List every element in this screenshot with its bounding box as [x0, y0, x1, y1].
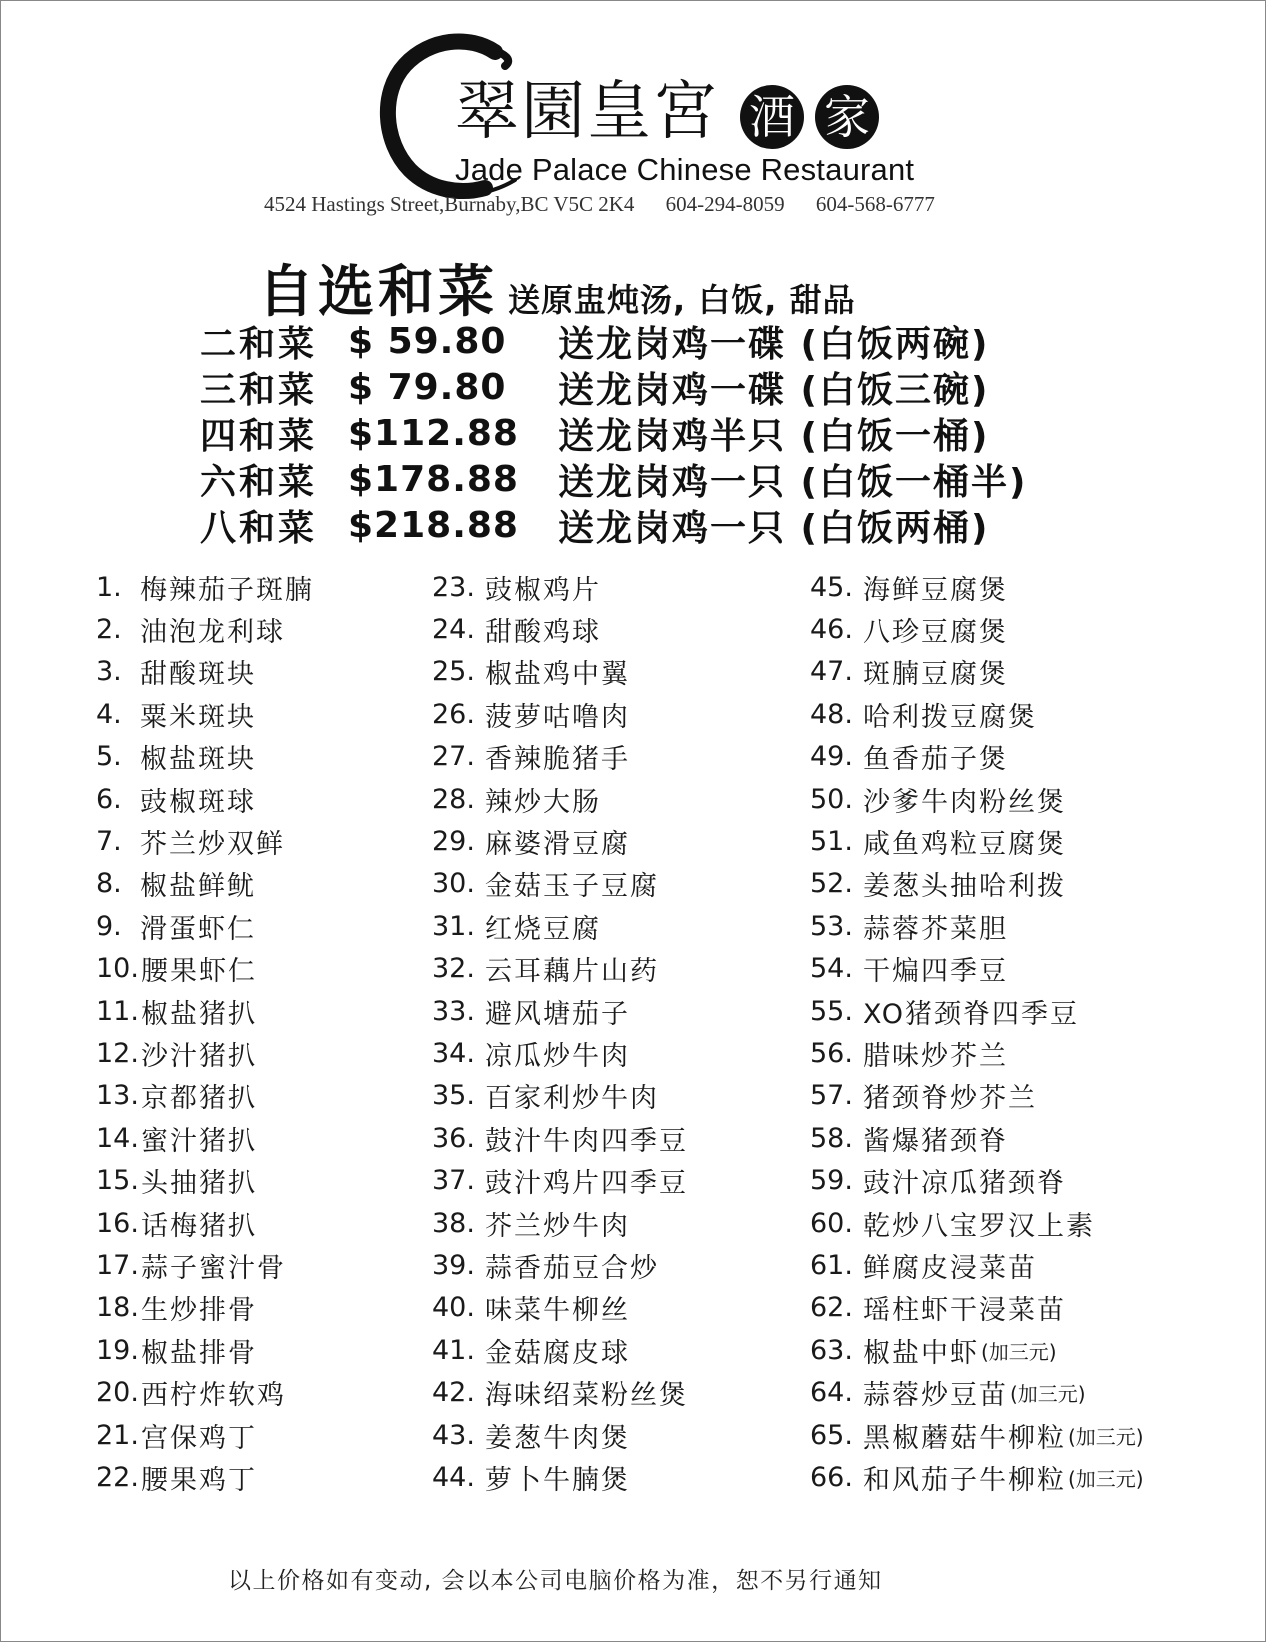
menu-item — [432, 1202, 688, 1244]
menu-item — [432, 651, 688, 693]
menu-item — [432, 1075, 688, 1117]
menu-item — [96, 1032, 314, 1074]
combo-name: 四和菜 — [200, 415, 318, 457]
menu-item-dish: 哈利拨豆腐煲 — [862, 701, 1037, 733]
menu-item-number: 35. — [432, 1080, 475, 1112]
menu-item-number: 16. — [96, 1207, 139, 1239]
menu-item — [96, 1159, 314, 1201]
menu-item-number: 29. — [432, 826, 475, 858]
menu-item-number: 10. — [96, 953, 139, 985]
menu-item-dish: 椒盐鲜鱿 — [140, 871, 256, 903]
menu-item-dish: 麻婆滑豆腐 — [484, 829, 630, 861]
menu-item — [96, 905, 314, 947]
menu-item-dish: 蒜蓉芥菜胆 — [862, 913, 1008, 945]
menu-item — [96, 1329, 314, 1371]
menu-item-dish: XO猪颈脊四季豆 — [862, 998, 1079, 1030]
menu-item-surcharge: (加三元) — [980, 1339, 1057, 1364]
menu-item — [810, 905, 1144, 947]
menu-item — [432, 1159, 688, 1201]
menu-item-dish: 蜜汁猪扒 — [140, 1125, 257, 1157]
menu-item-dish: 干煸四季豆 — [862, 956, 1008, 988]
menu-item-number: 64. — [810, 1377, 853, 1409]
menu-item-number: 31. — [432, 910, 475, 942]
menu-item-number: 13. — [96, 1080, 139, 1112]
restaurant-english-name: Jade Palace Chinese Restaurant — [455, 152, 915, 187]
menu-item-number: 2. — [96, 614, 122, 646]
menu-item-dish: 豉汁凉瓜猪颈脊 — [862, 1168, 1066, 1200]
combo-title: 自选和菜 — [258, 260, 498, 325]
menu-item — [96, 820, 314, 862]
menu-item-dish: 椒盐鸡中翼 — [484, 659, 630, 691]
menu-item — [810, 1329, 1144, 1371]
menu-item-dish: 蒜蓉炒豆苗 — [862, 1380, 1008, 1412]
combo-name: 二和菜 — [200, 323, 318, 365]
menu-item — [96, 863, 314, 905]
menu-item-number: 36. — [432, 1122, 475, 1154]
menu-item-number: 17. — [96, 1249, 139, 1281]
menu-item-number: 53. — [810, 910, 853, 942]
menu-item-number: 54. — [810, 953, 853, 985]
combo-price: $ 79.80 — [348, 366, 507, 408]
menu-item-number: 38. — [432, 1207, 475, 1239]
menu-column-1 — [96, 566, 314, 1499]
menu-item-number: 25. — [432, 656, 475, 688]
menu-item-number: 6. — [96, 783, 122, 815]
menu-item-dish: 百家利炒牛肉 — [484, 1083, 659, 1115]
menu-item-number: 40. — [432, 1292, 475, 1324]
menu-item-dish: 油泡龙利球 — [140, 617, 285, 649]
menu-item-number: 5. — [96, 741, 122, 773]
menu-item-number: 26. — [432, 698, 475, 730]
menu-item — [96, 948, 314, 990]
menu-item — [810, 778, 1144, 820]
menu-item-number: 55. — [810, 995, 853, 1027]
menu-item-number: 34. — [432, 1037, 475, 1069]
menu-item-number: 50. — [810, 783, 853, 815]
menu-item-number: 18. — [96, 1292, 139, 1324]
menu-item — [96, 990, 314, 1032]
menu-item — [432, 1032, 688, 1074]
menu-item-dish: 凉瓜炒牛肉 — [484, 1040, 630, 1072]
combo-gift: 送龙岗鸡一只 (白饭一桶半) — [558, 461, 1028, 503]
address: 4524 Hastings Street,Burnaby,BC V5C 2K4 — [264, 192, 635, 216]
menu-item-dish: 云耳藕片山药 — [484, 956, 659, 988]
menu-item-dish: 鼓汁牛肉四季豆 — [484, 1125, 688, 1157]
menu-item-dish: 粟米斑块 — [140, 701, 256, 733]
menu-item — [810, 693, 1144, 735]
restaurant-chinese-name: 翠園皇宮 — [455, 75, 719, 149]
menu-item-dish: 椒盐中虾 — [862, 1337, 979, 1369]
menu-item — [810, 1456, 1144, 1498]
menu-item-dish: 酱爆猪颈脊 — [862, 1125, 1008, 1157]
menu-item-number: 11. — [96, 995, 139, 1027]
combo-price-list — [200, 318, 1027, 548]
menu-item-dish: 姜葱头抽哈利拨 — [862, 871, 1066, 903]
combo-price: $112.88 — [348, 412, 519, 454]
menu-item-dish: 滑蛋虾仁 — [140, 913, 256, 945]
combo-subtitle: 送原盅炖汤, 白饭, 甜品 — [508, 281, 856, 319]
combo-row — [200, 410, 1027, 456]
menu-item-dish: 菠萝咕噜肉 — [484, 701, 630, 733]
menu-item-dish: 黑椒蘑菇牛柳粒 — [862, 1422, 1066, 1454]
menu-item-dish: 甜酸鸡球 — [484, 617, 601, 649]
menu-item — [96, 608, 314, 650]
menu-item-number: 8. — [96, 868, 122, 900]
menu-item — [810, 1159, 1144, 1201]
menu-item-dish: 猪颈脊炒芥兰 — [862, 1083, 1037, 1115]
menu-item-surcharge: (加三元) — [1009, 1382, 1086, 1407]
menu-item-dish: 西柠炸软鸡 — [140, 1380, 286, 1412]
restaurant-logo — [375, 30, 915, 200]
menu-item — [432, 566, 688, 608]
menu-item — [432, 778, 688, 820]
menu-item-dish: 豉椒鸡片 — [484, 574, 601, 606]
combo-price: $ 59.80 — [348, 320, 507, 362]
menu-item-dish: 鲜腐皮浸菜苗 — [862, 1252, 1037, 1284]
menu-item-dish: 豉汁鸡片四季豆 — [484, 1168, 688, 1200]
menu-item-dish: 鱼香茄子煲 — [862, 744, 1008, 776]
menu-item-dish: 腊味炒芥兰 — [862, 1040, 1008, 1072]
menu-item-number: 4. — [96, 698, 122, 730]
menu-item-number: 56. — [810, 1037, 853, 1069]
menu-item — [432, 736, 688, 778]
menu-item — [96, 1456, 314, 1498]
menu-item — [810, 1075, 1144, 1117]
menu-item — [96, 1244, 314, 1286]
menu-item-dish: 萝卜牛腩煲 — [484, 1464, 630, 1496]
menu-item-dish: 腰果鸡丁 — [140, 1464, 257, 1496]
menu-item-number: 57. — [810, 1080, 853, 1112]
menu-column-2 — [432, 566, 688, 1499]
menu-item — [432, 905, 688, 947]
menu-item-dish: 乾炒八宝罗汉上素 — [862, 1210, 1095, 1242]
menu-item — [810, 736, 1144, 778]
menu-item-number: 44. — [432, 1461, 475, 1493]
menu-item — [810, 651, 1144, 693]
menu-item — [810, 566, 1144, 608]
menu-item-dish: 海味绍菜粉丝煲 — [484, 1380, 688, 1412]
address-line — [264, 192, 1024, 217]
menu-item-dish: 沙汁猪扒 — [140, 1040, 257, 1072]
menu-item — [432, 693, 688, 735]
menu-item — [810, 820, 1144, 862]
combo-gift: 送龙岗鸡一只 (白饭两桶) — [558, 507, 990, 549]
combo-gift: 送龙岗鸡一碟 (白饭两碗) — [558, 323, 990, 365]
combo-name: 三和菜 — [200, 369, 318, 411]
menu-item-dish: 腰果虾仁 — [140, 956, 257, 988]
menu-item — [810, 990, 1144, 1032]
menu-item — [96, 693, 314, 735]
combo-row — [200, 318, 1027, 364]
combo-row — [200, 456, 1027, 502]
menu-item — [96, 736, 314, 778]
menu-item-dish: 头抽猪扒 — [140, 1168, 257, 1200]
circle-char-jiu: 酒 — [740, 85, 804, 149]
footer-note: 以上价格如有变动, 会以本公司电脑价格为准，恕不另行通知 — [228, 1568, 883, 1594]
menu-item-number: 60. — [810, 1207, 853, 1239]
menu-item — [96, 778, 314, 820]
menu-item-number: 33. — [432, 995, 475, 1027]
menu-item — [432, 1456, 688, 1498]
menu-item — [96, 1414, 314, 1456]
menu-item-number: 43. — [432, 1419, 475, 1451]
menu-item — [810, 1414, 1144, 1456]
menu-item-number: 9. — [96, 910, 122, 942]
menu-item — [96, 1075, 314, 1117]
menu-item-dish: 椒盐排骨 — [140, 1337, 257, 1369]
menu-item — [432, 1371, 688, 1413]
menu-item-dish: 芥兰炒双鲜 — [140, 829, 285, 861]
menu-item-dish: 梅辣茄子斑腩 — [140, 574, 314, 606]
menu-item-number: 66. — [810, 1461, 853, 1493]
menu-item-number: 42. — [432, 1377, 475, 1409]
menu-item-dish: 芥兰炒牛肉 — [484, 1210, 630, 1242]
menu-item-number: 19. — [96, 1334, 139, 1366]
menu-item-dish: 甜酸斑块 — [140, 659, 256, 691]
menu-item-number: 32. — [432, 953, 475, 985]
combo-gift: 送龙岗鸡一碟 (白饭三碗) — [558, 369, 990, 411]
menu-item-number: 61. — [810, 1249, 853, 1281]
menu-item-number: 49. — [810, 741, 853, 773]
phone-2: 604-568-6777 — [815, 192, 935, 216]
menu-item — [432, 1329, 688, 1371]
menu-item — [810, 948, 1144, 990]
menu-item — [96, 1117, 314, 1159]
menu-item-dish: 八珍豆腐煲 — [862, 617, 1008, 649]
menu-item-number: 62. — [810, 1292, 853, 1324]
menu-item — [432, 948, 688, 990]
menu-item-number: 14. — [96, 1122, 139, 1154]
menu-item-number: 21. — [96, 1419, 139, 1451]
menu-item-number: 24. — [432, 614, 475, 646]
menu-item-number: 63. — [810, 1334, 853, 1366]
menu-item-dish: 椒盐猪扒 — [140, 998, 257, 1030]
menu-item-dish: 斑腩豆腐煲 — [862, 659, 1008, 691]
menu-item-number: 45. — [810, 571, 853, 603]
menu-item-surcharge: (加三元) — [1067, 1424, 1144, 1449]
menu-item-dish: 生炒排骨 — [140, 1295, 257, 1327]
combo-price: $218.88 — [348, 504, 519, 546]
menu-item-dish: 瑶柱虾干浸菜苗 — [862, 1295, 1066, 1327]
menu-item-number: 23. — [432, 571, 475, 603]
menu-item-number: 7. — [96, 826, 122, 858]
menu-item — [810, 1287, 1144, 1329]
menu-item-number: 52. — [810, 868, 853, 900]
menu-item — [432, 1414, 688, 1456]
menu-item — [432, 990, 688, 1032]
menu-item — [96, 1371, 314, 1413]
menu-item-dish: 金菇玉子豆腐 — [484, 871, 659, 903]
combo-row — [200, 364, 1027, 410]
combo-row — [200, 502, 1027, 548]
menu-item-dish: 话梅猪扒 — [140, 1210, 257, 1242]
menu-item-number: 48. — [810, 698, 853, 730]
combo-gift: 送龙岗鸡半只 (白饭一桶) — [558, 415, 990, 457]
menu-item-dish: 金菇腐皮球 — [484, 1337, 630, 1369]
menu-item-number: 15. — [96, 1165, 139, 1197]
menu-column-3 — [810, 566, 1144, 1499]
menu-item-number: 65. — [810, 1419, 853, 1451]
combo-price: $178.88 — [348, 458, 519, 500]
menu-item-dish: 沙爹牛肉粉丝煲 — [862, 786, 1066, 818]
menu-item-number: 28. — [432, 783, 475, 815]
menu-item-number: 20. — [96, 1377, 139, 1409]
menu-item-dish: 咸鱼鸡粒豆腐煲 — [862, 829, 1066, 861]
menu-item-dish: 蒜香茄豆合炒 — [484, 1252, 659, 1284]
menu-item-number: 47. — [810, 656, 853, 688]
menu-item-dish: 姜葱牛肉煲 — [484, 1422, 630, 1454]
menu-item-number: 46. — [810, 614, 853, 646]
menu-item — [432, 820, 688, 862]
menu-item — [432, 863, 688, 905]
menu-item — [810, 1244, 1144, 1286]
menu-item-number: 12. — [96, 1037, 139, 1069]
menu-item-number: 1. — [96, 571, 122, 603]
combo-name: 六和菜 — [200, 461, 318, 503]
menu-item — [810, 1202, 1144, 1244]
circle-char-jia: 家 — [815, 85, 879, 149]
menu-item-dish: 红烧豆腐 — [484, 913, 601, 945]
menu-item — [810, 863, 1144, 905]
phone-1: 604-294-8059 — [665, 192, 785, 216]
menu-item-number: 59. — [810, 1165, 853, 1197]
menu-item-number: 27. — [432, 741, 475, 773]
menu-item-dish: 宫保鸡丁 — [140, 1422, 257, 1454]
menu-item-number: 58. — [810, 1122, 853, 1154]
menu-item-number: 37. — [432, 1165, 475, 1197]
menu-item-dish: 椒盐斑块 — [140, 744, 256, 776]
menu-item-dish: 豉椒斑球 — [140, 786, 256, 818]
menu-item — [432, 1287, 688, 1329]
menu-item — [810, 608, 1144, 650]
menu-item-surcharge: (加三元) — [1067, 1466, 1144, 1491]
menu-item — [432, 1117, 688, 1159]
menu-item-number: 30. — [432, 868, 475, 900]
menu-item-number: 3. — [96, 656, 122, 688]
menu-item-dish: 蒜子蜜汁骨 — [140, 1252, 286, 1284]
menu-item-dish: 香辣脆猪手 — [484, 744, 630, 776]
menu-item — [432, 608, 688, 650]
menu-item-number: 51. — [810, 826, 853, 858]
menu-item-dish: 海鲜豆腐煲 — [862, 574, 1008, 606]
menu-item-dish: 味菜牛柳丝 — [484, 1295, 630, 1327]
menu-item-dish: 和风茄子牛柳粒 — [862, 1464, 1066, 1496]
menu-item-dish: 辣炒大肠 — [484, 786, 601, 818]
menu-item — [432, 1244, 688, 1286]
menu-item-dish: 京都猪扒 — [140, 1083, 257, 1115]
menu-item — [810, 1371, 1144, 1413]
menu-item — [96, 1287, 314, 1329]
menu-item — [96, 1202, 314, 1244]
combo-name: 八和菜 — [200, 507, 318, 549]
menu-item — [96, 651, 314, 693]
menu-item-number: 39. — [432, 1249, 475, 1281]
menu-item-dish: 避风塘茄子 — [484, 998, 630, 1030]
menu-item — [810, 1032, 1144, 1074]
menu-item — [810, 1117, 1144, 1159]
menu-item — [96, 566, 314, 608]
menu-item-number: 41. — [432, 1334, 475, 1366]
menu-item-number: 22. — [96, 1461, 139, 1493]
